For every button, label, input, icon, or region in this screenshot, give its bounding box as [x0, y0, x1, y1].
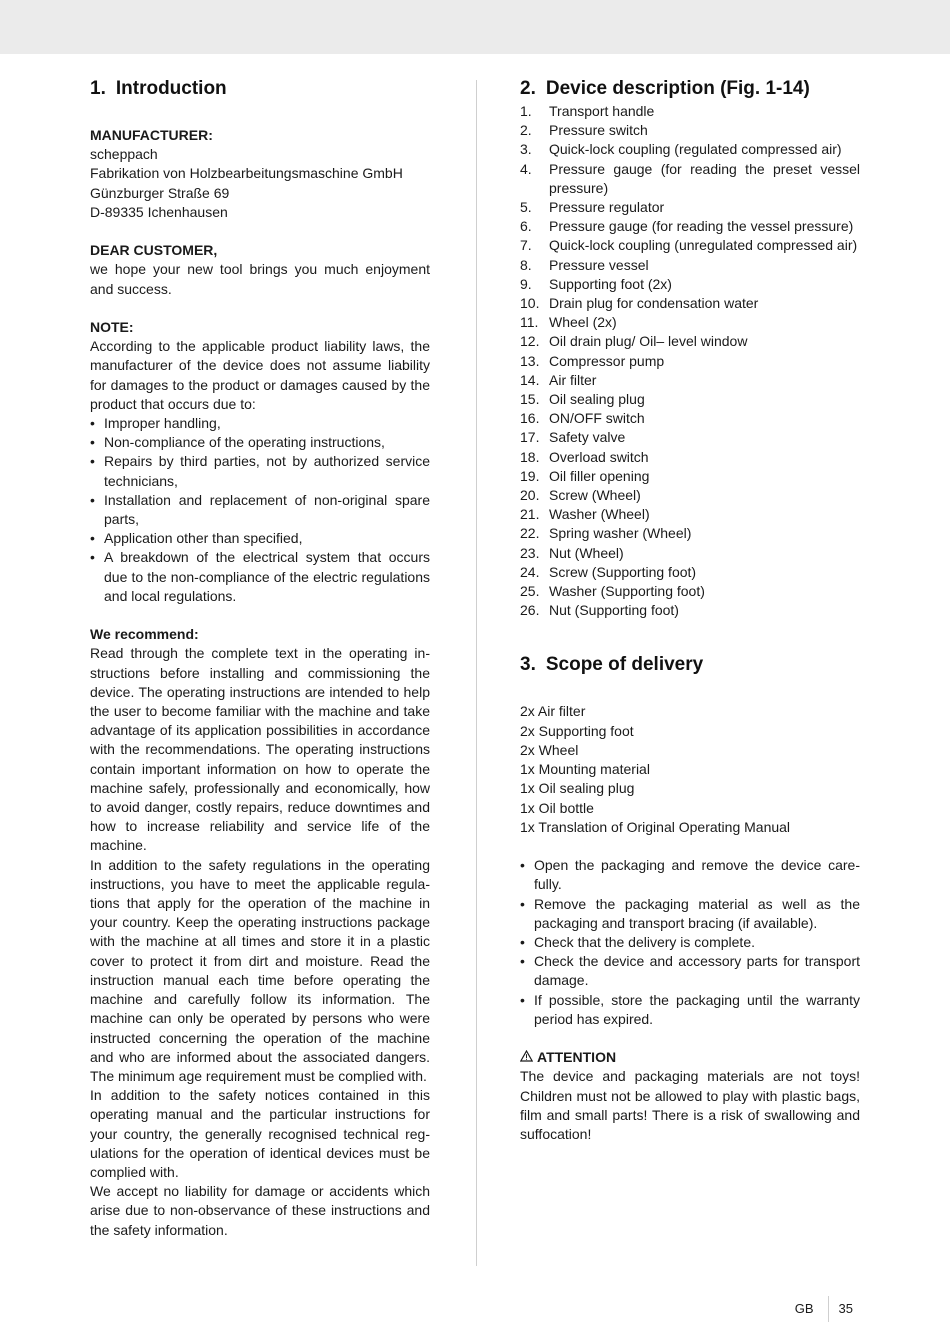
- list-item: 6. Pressure gauge (for reading the vessel pressure): [520, 218, 854, 235]
- device-description-heading: [520, 76, 860, 102]
- recommend-paragraph: Read through the complete text in the operating instructions before installing and commissioning the device. The operating instructions are intended to help the user to become familiar with the machine and take advantage of its application possibilities in accordance with the recommendations. The operating instructions contain important information on how to operate the machine safely, professionally and economically, how to avoid danger, costly repairs, reduce downtimes and how to increase reliability and service life of the machine.: [90, 645, 430, 854]
- customer-label: DEAR CUSTOMER,: [90, 242, 218, 259]
- list-item: 17. Safety valve: [520, 429, 626, 446]
- heading-text: Device description (Fig. 1-14): [545, 78, 810, 99]
- attention-label: ATTENTION: [537, 1049, 617, 1066]
- recommend-paragraph: In addition to the safety notices contained in this operating manual and the particular instructions for your country, the generally recognised technical regulations for the operation of identical devices must be complied with.: [90, 1087, 430, 1180]
- list-item: 21. Washer (Wheel): [520, 506, 650, 523]
- page-footer: [795, 1296, 853, 1322]
- list-item: 20. Screw (Wheel): [520, 487, 641, 504]
- list-item: 1x Translation of Original Operating Manual: [520, 818, 791, 835]
- list-item: 2. Pressure switch: [520, 122, 648, 139]
- heading-text: Introduction: [115, 78, 227, 99]
- list-item: 13. Compressor pump: [520, 352, 665, 369]
- column-divider: [476, 80, 477, 1266]
- recommend-paragraph: In addition to the safety regulations in the operating instructions, you have to meet the applicable regulations that apply for the operation of the machine in your country. Keep the operating instructions package with the machine at all times and store it in a plastic cover to protect it from dirt and moisture. Read the instruction manual each time before operating the machine and carefully follow its information. The machine can only be operated by persons who were instructed concerning the operation of the machine and who are informed about the associated dangers. The minimum age requirement must be complied with.: [90, 856, 430, 1084]
- list-item: 1x Oil sealing plug: [520, 780, 635, 797]
- list-item: 25. Washer (Supporting foot): [520, 583, 705, 600]
- list-item: 1. Transport handle: [520, 103, 655, 119]
- list-item: 24. Screw (Supporting foot): [520, 563, 697, 580]
- page-top-bar: [0, 0, 950, 54]
- recommend-block: [90, 625, 430, 1240]
- list-item: 5. Pressure regulator: [520, 199, 665, 216]
- manufacturer-line: Fabrikation von Holzbearbeitungsmaschine GmbH: [90, 165, 403, 182]
- list-item: 2x Wheel: [520, 741, 579, 758]
- list-item: 1x Mounting material: [520, 761, 650, 778]
- manufacturer-line: D-89335 Ichenhausen: [90, 203, 228, 220]
- manufacturer-line: Günzburger Straße 69: [90, 184, 230, 201]
- list-item: 7. Quick-lock coupling (unregulated compressed air): [520, 237, 858, 254]
- left-column: [90, 76, 430, 1240]
- list-item: 3. Quick-lock coupling (regulated compressed air): [520, 141, 842, 158]
- page-number: 35: [838, 1301, 853, 1317]
- list-item: 16. ON/OFF switch: [520, 410, 645, 427]
- customer-block: [90, 241, 430, 299]
- attention-label-row: [520, 1048, 860, 1067]
- note-text: According to the applicable product liability laws, the manufacturer of the device does not assume liability for damages to the product or damages caused by the product that occurs due to:: [90, 338, 430, 412]
- customer-text: we hope your new tool brings you much enjoyment and success.: [90, 261, 430, 297]
- list-item: • A breakdown of the electrical system that occurs due to the non-compliance of the electric regulations and local regulations.: [90, 548, 430, 606]
- unpacking-bullet-list: [520, 856, 860, 1029]
- heading-text: Scope of delivery: [545, 654, 704, 676]
- list-item: 26. Nut (Supporting foot): [520, 602, 679, 619]
- note-block: [90, 318, 430, 606]
- list-item: • Installation and replacement of non-original spare parts,: [90, 491, 430, 529]
- list-item: • Check the device and accessory parts for transport damage.: [520, 952, 860, 990]
- list-item: 15. Oil sealing plug: [520, 391, 645, 408]
- list-item: • Remove the packaging material as well as the packaging and transport bracing (if available).: [520, 895, 860, 933]
- language-code: GB: [794, 1301, 814, 1317]
- introduction-heading: [90, 76, 430, 102]
- manufacturer-line: scheppach: [90, 146, 158, 163]
- list-item: 12. Oil drain plug/ Oil– level window: [520, 333, 748, 350]
- note-label: NOTE:: [90, 319, 134, 335]
- list-item: • If possible, store the packaging until the warranty period has expired.: [520, 991, 860, 1029]
- list-item: 14. Air filter: [520, 371, 597, 388]
- list-item: 10. Drain plug for condensation water: [520, 295, 759, 312]
- heading-number: 2.: [520, 78, 536, 99]
- right-column: [520, 76, 860, 1144]
- heading-number: 3.: [520, 654, 536, 676]
- list-item: 9. Supporting foot (2x): [520, 275, 672, 292]
- note-bullet-list: [90, 414, 430, 606]
- list-item: 2x Air filter: [520, 703, 586, 720]
- list-item: • Open the packaging and remove the device carefully.: [520, 856, 860, 894]
- recommend-label: We recommend:: [90, 626, 199, 643]
- list-item: • Application other than specified,: [90, 529, 430, 548]
- list-item: • Repairs by third parties, not by authorized service technicians,: [90, 452, 430, 490]
- list-item: 11. Wheel (2x): [520, 314, 617, 331]
- list-item: 19. Oil filler opening: [520, 467, 650, 484]
- device-parts-list: [520, 102, 860, 620]
- list-item: 18. Overload switch: [520, 448, 649, 465]
- footer-divider: [828, 1296, 829, 1322]
- recommend-paragraph: We accept no liability for damage or accidents which arise due to non-observance of these instructions and the safety information.: [90, 1183, 430, 1238]
- heading-number: 1.: [90, 78, 106, 99]
- list-item: 2x Supporting foot: [520, 722, 634, 739]
- manufacturer-label: MANUFACTURER:: [90, 127, 213, 143]
- list-item: 8. Pressure vessel: [520, 256, 649, 273]
- list-item: • Check that the delivery is complete.: [520, 933, 860, 952]
- manufacturer-block: [90, 126, 430, 222]
- list-item: 23. Nut (Wheel): [520, 544, 624, 561]
- attention-block: [520, 1048, 860, 1144]
- scope-of-delivery-heading: [520, 652, 860, 678]
- list-item: 1x Oil bottle: [520, 799, 594, 816]
- list-item: • Improper handling,: [90, 414, 430, 433]
- warning-triangle-icon: [520, 1048, 533, 1067]
- list-item: 4. Pressure gauge (for reading the preset vessel pressure): [520, 160, 860, 196]
- list-item: • Non-compliance of the operating instructions,: [90, 433, 430, 452]
- delivery-items: [520, 702, 860, 836]
- attention-text: The device and packaging materials are not toys! Children must not be allowed to play with plastic bags, film and small parts! There is a risk of swallowing and suffocation!: [520, 1068, 860, 1142]
- list-item: 22. Spring washer (Wheel): [520, 525, 692, 542]
